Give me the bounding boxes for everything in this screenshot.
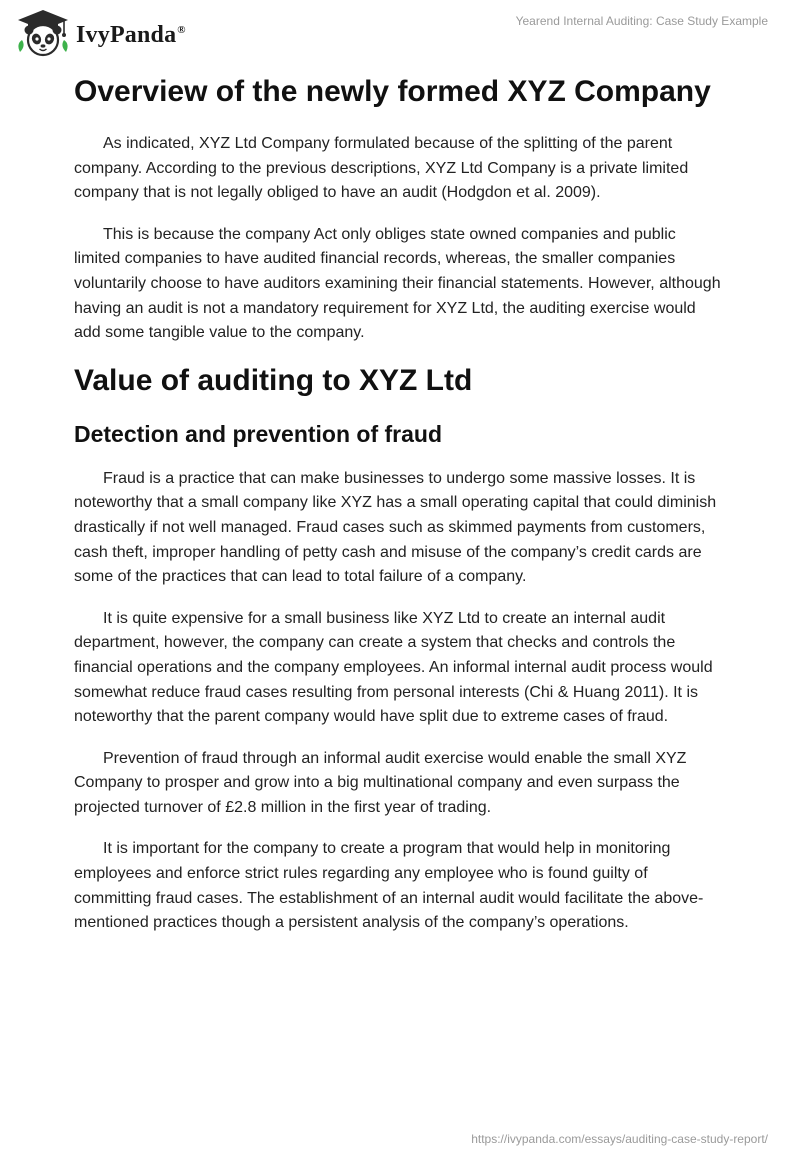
source-url[interactable]: https://ivypanda.com/essays/auditing-case-study-report/ [471,1132,768,1146]
paragraph: Prevention of fraud through an informal audit exercise would enable the small XYZ Company to prosper and grow into a big multinational company and even surpass the projected turnover of £2.8 million in the first year of trading. [74,749,687,816]
subheading-fraud: Detection and prevention of fraud [74,420,443,447]
paragraph: It is quite expensive for a small business like XYZ Ltd to create an internal audit department, however, the company can create a system that checks and controls the financial operations and the company employees. An informal internal audit process would somewhat reduce fraud cases resulting from personal interests (Chi & Huang 2011). It is noteworthy that the parent company would have split due to extreme cases of fraud. [74,609,713,726]
page-header [0,0,800,64]
paragraph: It is important for the company to create a program that would help in monitoring employees and enforce strict rules regarding any employee who is found guilty of committing fraud cases. The establishment of an internal audit would facilitate the above-mentioned practices though a persistent analysis of the company’s operations. [74,840,704,932]
brand-name: IvyPanda® [76,21,186,48]
document-title: Yearend Internal Auditing: Case Study Example [515,14,768,28]
essay-content [74,68,724,953]
paragraph: Fraud is a practice that can make businesses to undergo some massive losses. It is noteworthy that a small company like XYZ has a small operating capital that could diminish drastically if not well managed. Fraud cases such as skimmed payments from customers, cash theft, improper handling of petty cash and misuse of the company’s credit cards are some of the practices that can lead to total failure of a company. [74,469,717,586]
heading-overview: Overview of the newly formed XYZ Company [74,75,711,108]
paragraph: As indicated, XYZ Ltd Company formulated because of the splitting of the parent company. According to the previous descriptions, XYZ Ltd Company is a private limited company that is not legally obliged to have an audit (Hodgdon et al. 2009). [74,135,689,202]
heading-value-of-auditing: Value of auditing to XYZ Ltd [74,363,473,397]
panda-graduate-icon [14,8,72,58]
registered-mark: ® [177,23,186,36]
paragraph: This is because the company Act only obliges state owned companies and public limited companies to have audited financial records, whereas, the smaller companies voluntarily choose to have auditors examining their financial statements. However, although having an audit is not a mandatory requirement for XYZ Ltd, the auditing exercise would add some tangible value to the company. [74,225,721,342]
ivypanda-logo[interactable] [14,8,186,58]
